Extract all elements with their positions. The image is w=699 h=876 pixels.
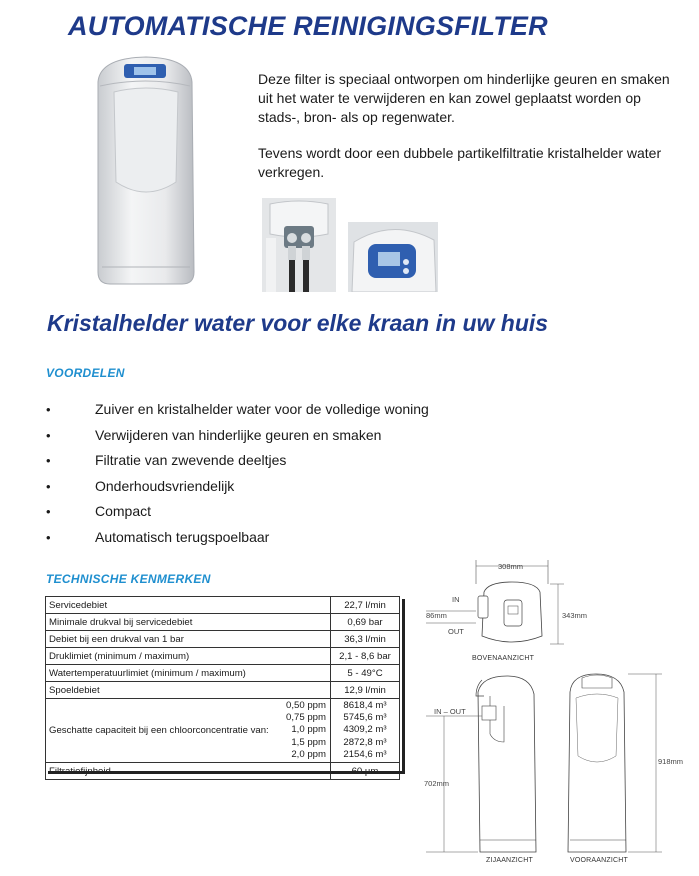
table-row	[46, 763, 400, 780]
spec-value: 12,9 l/min	[331, 682, 400, 699]
table-row	[46, 665, 400, 682]
intro-paragraph-1: Deze filter is speciaal ontworpen om hinderlijke geuren en smaken uit het water te verwijderen en kan zowel geplaatst worden op stads-, bron- als op regenwater.	[258, 71, 670, 125]
list-item: • Compact	[46, 499, 429, 525]
list-item: • Filtratie van zwevende deeltjes	[46, 448, 429, 474]
in-label: IN	[452, 595, 460, 604]
spec-label: Debiet bij een drukval van 1 bar	[46, 631, 331, 648]
top-width-label: 308mm	[498, 562, 524, 571]
side-view	[424, 676, 536, 864]
product-photo	[86, 52, 226, 292]
bullet-icon: •	[46, 402, 51, 417]
bullet-icon: •	[46, 478, 51, 494]
out-label: OUT	[448, 627, 464, 636]
front-height-label: 918mm	[658, 757, 684, 766]
spec-label: Servicedebiet	[46, 597, 331, 614]
capacity-label: Geschatte capaciteit bij een chloorconcentratie van:	[46, 699, 282, 763]
advantages-heading: VOORDELEN	[46, 366, 125, 380]
spec-label: Filtratiefijnheid	[46, 763, 331, 780]
subtitle: Kristalhelder water voor elke kraan in uw huis	[47, 310, 549, 336]
spec-label: Druklimiet (minimum / maximum)	[46, 648, 331, 665]
valve-detail-photo	[262, 198, 336, 292]
list-item: • Automatisch terugspoelbaar	[46, 525, 429, 551]
intro-paragraph-2: Tevens wordt door een dubbele partikelfiltratie kristalhelder water verkregen.	[258, 145, 662, 180]
technical-drawing	[412, 556, 692, 868]
spec-value: 22,7 l/min	[331, 597, 400, 614]
spec-value: 2,1 - 8,6 bar	[331, 648, 400, 665]
offset-label: 86mm	[426, 611, 447, 620]
spec-value: 36,3 l/min	[331, 631, 400, 648]
side-height-label: 702mm	[424, 779, 450, 788]
depth-label: 343mm	[562, 611, 588, 620]
table-row	[46, 631, 400, 648]
top-view-caption: BOVENAANZICHT	[472, 655, 535, 662]
table-row	[46, 648, 400, 665]
spec-value: 5 - 49°C	[331, 665, 400, 682]
intro-text	[258, 70, 678, 199]
side-view-caption: ZIJAANZICHT	[486, 857, 533, 864]
table-row	[46, 699, 400, 763]
top-view	[426, 560, 587, 662]
bullet-icon: •	[46, 504, 51, 520]
list-item: • Onderhoudsvriendelijk	[46, 474, 429, 500]
specs-table	[45, 596, 400, 780]
front-view	[568, 674, 683, 864]
page-title: AUTOMATISCHE REINIGINGSFILTER	[68, 11, 548, 41]
list-item: • Verwijderen van hinderlijke geuren en smaken	[46, 423, 429, 449]
spec-label: Spoeldebiet	[46, 682, 331, 699]
spec-value: 60 µm	[331, 763, 400, 780]
advantages-list	[46, 397, 429, 551]
specs-heading: TECHNISCHE KENMERKEN	[46, 572, 211, 586]
table-row	[46, 614, 400, 631]
front-view-caption: VOORAANZICHT	[570, 857, 629, 864]
control-panel-photo	[348, 222, 438, 292]
bullet-icon: •	[46, 453, 51, 469]
table-row	[46, 682, 400, 699]
capacity-ppm: 0,50 ppm 0,75 ppm 1,0 ppm 1,5 ppm 2,0 ppm	[281, 699, 330, 763]
spec-label: Watertemperatuurlimiet (minimum / maximum)	[46, 665, 331, 682]
list-item: • Zuiver en kristalhelder water voor de volledige woning	[46, 397, 429, 423]
bullet-icon: •	[46, 427, 51, 443]
spec-label: Minimale drukval bij servicedebiet	[46, 614, 331, 631]
spec-value: 0,69 bar	[331, 614, 400, 631]
in-out-label: IN – OUT	[434, 707, 466, 716]
bullet-icon: •	[46, 529, 51, 545]
capacity-values: 8618,4 m³ 5745,6 m³ 4309,2 m³ 2872,8 m³ 2154,6 m³	[331, 699, 400, 763]
table-row	[46, 597, 400, 614]
